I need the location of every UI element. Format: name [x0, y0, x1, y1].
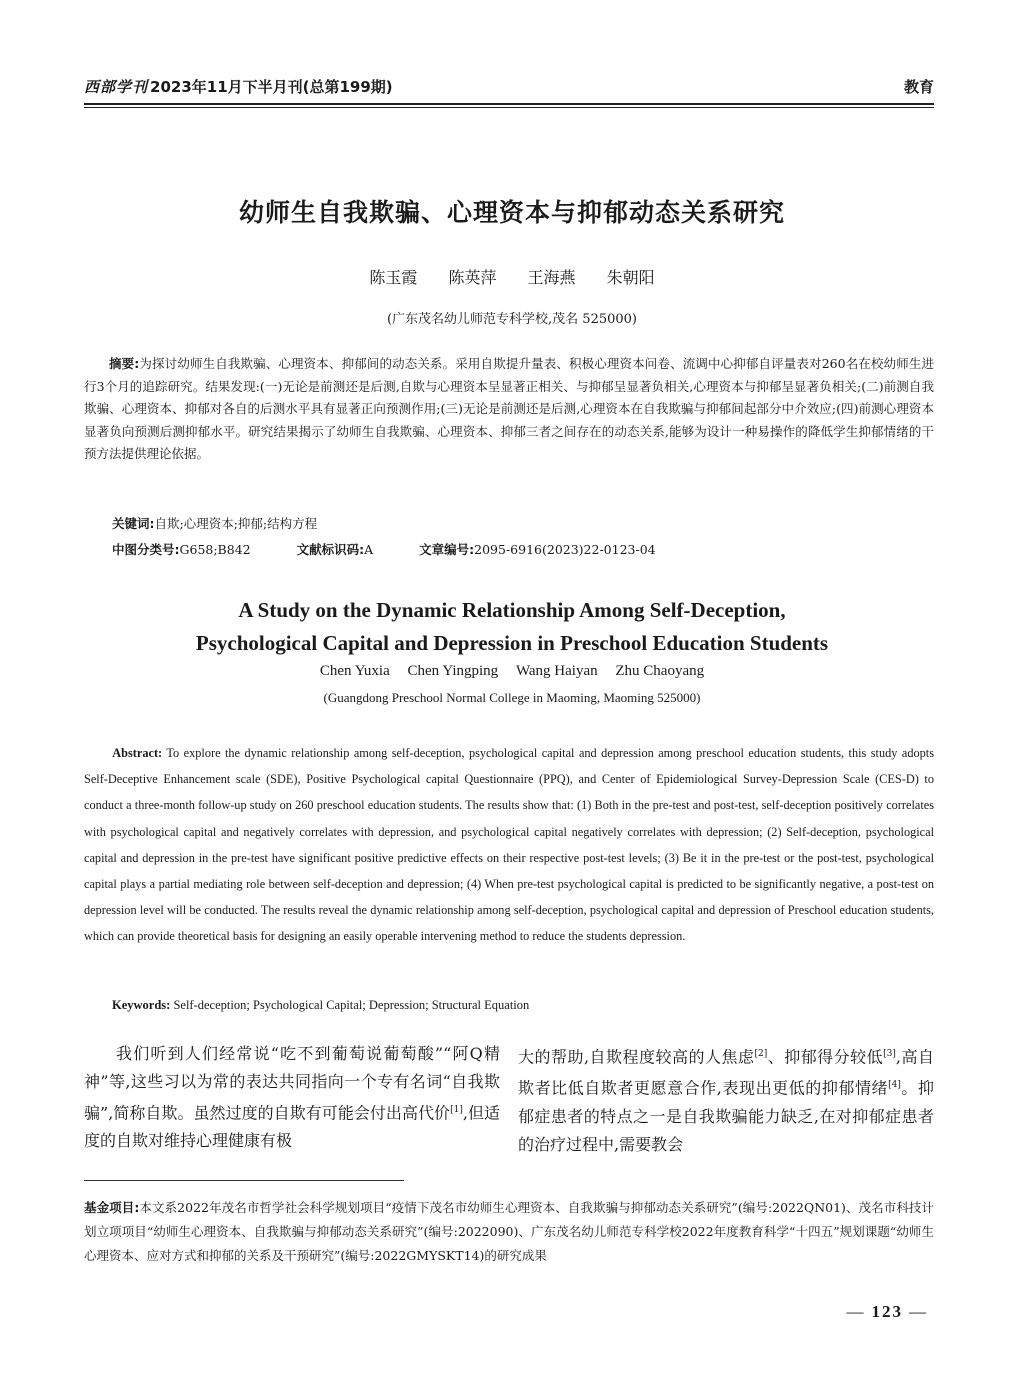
en-title: [0, 594, 1024, 660]
cn-author: 朱朝阳: [606, 268, 655, 287]
body-columns: [84, 1040, 934, 1159]
en-authors: [0, 663, 1024, 680]
page-number-value: 123: [871, 1302, 903, 1321]
cn-author: 陈玉霞: [369, 268, 418, 287]
clc-number: [112, 540, 251, 558]
journal-logo: 西部学刊: [84, 77, 149, 96]
body-text: ,但适度的自欺对维持心理健康有极: [84, 1103, 500, 1151]
en-keywords-label: Keywords:: [112, 998, 171, 1012]
running-header: [84, 70, 934, 102]
citation: [1]: [450, 1105, 463, 1115]
document-code: [297, 540, 374, 558]
funding-label: 基金项目:: [84, 1200, 140, 1215]
en-abstract: [84, 740, 934, 950]
citation: [2]: [754, 1049, 768, 1059]
page-dash: —: [909, 1302, 928, 1321]
body-text: 、抑郁得分较低: [767, 1047, 884, 1067]
doc-code-label: 文献标识码:: [296, 542, 365, 557]
body-text: 。抑郁症患者的特点之一是自我欺骗能力缺乏,在对抑郁症患者的治疗过程中,需要教会: [518, 1078, 934, 1154]
en-keywords: [112, 998, 529, 1013]
body-column-left: [84, 1040, 500, 1159]
article-number: [419, 540, 655, 558]
funding-text: 本文系2022年茂名市哲学社会科学规划项目“疫情下茂名市幼师生心理资本、自我欺骗与抑郁动态关系研究”(编号:2022QN01)、茂名市科技计划立项项目“幼师生心理资本、自我欺骗与抑郁动态关系研究”(编号:2022090)、广东茂名幼儿师范专科学校2022年度教育科学“十四五”规划课题“幼师生心理资本、应对方式和抑郁的关系及干预研究”(编号:2022GMYSKT14)的研究成果: [84, 1200, 935, 1263]
cn-keywords-text: 自欺;心理资本;抑郁;结构方程: [154, 516, 318, 531]
section-label: 教育: [903, 77, 934, 96]
header-rule: [84, 103, 934, 105]
body-paragraph: [84, 1040, 500, 1155]
en-author: Wang Haiyan: [515, 663, 598, 679]
header-rule-thin: [84, 107, 934, 108]
cn-keywords-label: 关键词:: [112, 516, 155, 531]
en-title-line: A Study on the Dynamic Relationship Among Self-Deception,: [238, 598, 786, 622]
en-author: Zhu Chaoyang: [615, 663, 705, 679]
cn-abstract-label: 摘要:: [109, 356, 140, 371]
citation: [4]: [888, 1080, 901, 1091]
issue-info: 2023年11月下半月刊(总第199期): [150, 77, 393, 96]
en-title-line: Psychological Capital and Depression in Preschool Education Students: [195, 631, 829, 655]
page-dash: —: [846, 1302, 866, 1321]
en-affiliation: (Guangdong Preschool Normal College in Maoming, Maoming 525000): [323, 690, 701, 705]
en-author: Chen Yingping: [407, 663, 499, 679]
en-abstract-label: Abstract:: [112, 746, 163, 760]
citation: [3]: [883, 1049, 896, 1059]
en-keywords-text: Self-deception; Psychological Capital; Depression; Structural Equation: [173, 998, 530, 1012]
body-text: 大的帮助,自欺程度较高的人焦虑: [518, 1047, 755, 1067]
body-column-right: [518, 1040, 934, 1159]
cn-author: 王海燕: [527, 268, 576, 287]
page-number: [841, 1302, 935, 1322]
cn-abstract: [84, 353, 934, 466]
body-paragraph: [518, 1040, 934, 1159]
footnote-rule: [84, 1180, 404, 1181]
cn-affiliation: (广东茂名幼儿师范专科学校,茂名 525000): [386, 312, 638, 327]
clc-label: 中图分类号:: [112, 542, 180, 557]
body-text: ,高自欺者比低自欺者更愿意合作,表现出更低的抑郁情绪: [518, 1047, 934, 1098]
en-abstract-text: To explore the dynamic relationship among self-deception, psychological capital and depression among preschool education students, this study adopts Self-Deceptive Enhancement scale (SDE), Positive Psychological capital Questionnaire (PPQ), and Center of Epidemiological Survey-Depression Scale (CES-D) to conduct a three-month follow-up study on 260 preschool education students. The results show that: (1) Both in the pre-test and post-test, self-deception positively correlates with psychological capital and negatively correlates with depression, and psychological capital negatively correlates with depression; (2) Self-deception, psychological capital and depression in the pre-test have significant positive predictive effects on their respective post-test levels; (3) Be it in the pre-test or the post-test, psychological capital plays a partial mediating role between self-deception and depression; (4) When pre-test psychological capital is predicted to be significantly negative, a post-test on depression level will be conducted. The results reveal the dynamic relationship among self-deception, psychological capital and depression of Preschool education students, which can provide theoretical basis for designing an easily operable intervening method to reduce the students depression.: [84, 746, 934, 944]
doc-code-value: A: [364, 542, 374, 557]
article-number-value: 2095-6916(2023)22-0123-04: [474, 542, 656, 557]
body-text: 我们听到人们经常说“吃不到葡萄说葡萄酸”“阿Q精神”等,这些习以为常的表达共同指向一个专有名词“自我欺骗”,简称自欺。虽然过度的自欺有可能会付出高代价: [84, 1044, 500, 1123]
cn-keywords: [112, 514, 317, 532]
cn-author: 陈英萍: [448, 268, 497, 287]
funding-footnote: [84, 1196, 934, 1268]
cn-abstract-text: 为探讨幼师生自我欺骗、心理资本、抑郁间的动态关系。采用自欺提升量表、积极心理资本问卷、流调中心抑郁自评量表对260名在校幼师生进行3个月的追踪研究。结果发现:(一)无论是前测还是后测,自欺与心理资本呈显著正相关、与抑郁呈显著负相关,心理资本与抑郁呈显著负相关;(二)前测自我欺骗、心理资本、抑郁对各自的后测水平具有显著正向预测作用;(三)无论是前测还是后测,心理资本在自我欺骗与抑郁间起部分中介效应;(四)前测心理资本显著负向预测后测抑郁水平。研究结果揭示了幼师生自我欺骗、心理资本、抑郁三者之间存在的动态关系,能够为设计一种易操作的降低学生抑郁情绪的干预方法提供理论依据。: [84, 356, 934, 461]
clc-value: G658;B842: [179, 542, 251, 557]
article-number-label: 文章编号:: [419, 542, 475, 557]
en-author: Chen Yuxia: [319, 663, 390, 679]
journal-issue: [84, 76, 393, 97]
classification-line: [112, 540, 702, 558]
cn-title: 幼师生自我欺骗、心理资本与抑郁动态关系研究: [238, 198, 785, 227]
cn-authors: [0, 265, 1024, 288]
